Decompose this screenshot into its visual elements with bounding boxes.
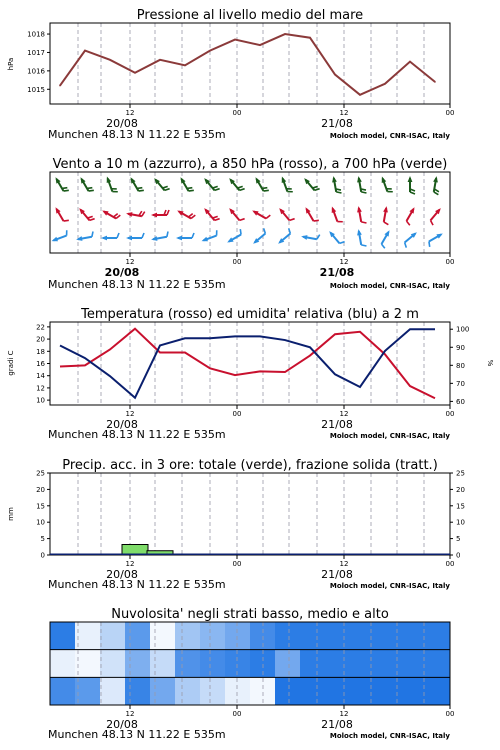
cloud-cell bbox=[275, 650, 301, 678]
wind-arrowhead bbox=[56, 177, 61, 183]
wind-arrowhead bbox=[107, 177, 112, 183]
footer-location: Munchen 48.13 N 11.22 E 535m bbox=[48, 428, 226, 441]
wind-feather bbox=[213, 216, 218, 218]
x-tick-label: 12 bbox=[339, 410, 349, 418]
cloud-cell bbox=[50, 650, 76, 678]
footer-model: Moloch model, CNR-ISAC, Italy bbox=[329, 282, 450, 290]
x-tick-label: 00 bbox=[232, 258, 242, 266]
pressure-line bbox=[60, 34, 435, 95]
wind-feather bbox=[361, 192, 366, 193]
wind-feather bbox=[113, 214, 117, 217]
footer-model: Moloch model, CNR-ISAC, Italy bbox=[329, 432, 450, 440]
wind-arrowhead bbox=[383, 206, 388, 212]
plot-frame bbox=[50, 322, 450, 405]
x-tick-label: 12 bbox=[339, 258, 349, 266]
y-tick-label-right: 15 bbox=[456, 502, 465, 511]
cloud-cell bbox=[325, 650, 351, 678]
y-tick-label: 25 bbox=[36, 469, 45, 478]
y-axis-label: gradi C bbox=[7, 350, 15, 376]
wind-feather bbox=[167, 210, 169, 215]
wind-feather bbox=[361, 245, 366, 246]
footer-location: Munchen 48.13 N 11.22 E 535m bbox=[48, 278, 226, 291]
wind-arrowhead bbox=[408, 176, 413, 182]
wind-feather bbox=[167, 232, 168, 237]
pressure-point bbox=[309, 37, 311, 39]
date-label: 21/08 bbox=[321, 568, 353, 581]
x-tick-label: 00 bbox=[232, 710, 242, 718]
cloud-cell bbox=[400, 650, 426, 678]
cloud-cell bbox=[150, 677, 176, 705]
cloud-cell bbox=[300, 650, 326, 678]
cloud-cell bbox=[275, 677, 301, 705]
cloud-cell bbox=[425, 622, 451, 650]
wind-arrowhead bbox=[332, 207, 337, 213]
wind-feather bbox=[240, 229, 241, 234]
chart-title: Pressione al livello medio del mare bbox=[136, 8, 364, 23]
wind-feather bbox=[314, 189, 319, 191]
pressure-point bbox=[109, 59, 111, 61]
wind-feather bbox=[213, 186, 218, 188]
wind-arrowhead bbox=[81, 177, 86, 183]
wind-arrowhead bbox=[52, 237, 58, 242]
pressure-point bbox=[59, 85, 61, 87]
wind-arrowhead bbox=[409, 207, 414, 213]
chart-title: Precip. acc. in 3 ore: totale (verde), frazione solida (tratt.) bbox=[62, 458, 438, 473]
wind-feather bbox=[62, 188, 67, 189]
footer-model: Moloch model, CNR-ISAC, Italy bbox=[329, 582, 450, 590]
wind-feather bbox=[336, 192, 341, 193]
x-tick-label: 00 bbox=[445, 410, 455, 418]
wind-feather bbox=[92, 232, 93, 237]
x-tick-label: 00 bbox=[232, 410, 242, 418]
cloud-cell bbox=[425, 650, 451, 678]
chart-title: Nuvolosita' negli strati basso, medio e alto bbox=[111, 607, 389, 622]
date-label: 20/08 bbox=[106, 718, 138, 731]
wind-feather bbox=[431, 220, 434, 225]
cloud-cell bbox=[325, 677, 351, 705]
y-tick-label-right: 20 bbox=[456, 485, 465, 494]
cloud-cell bbox=[400, 622, 426, 650]
y-tick-label: 20 bbox=[36, 335, 45, 344]
cloud-cell bbox=[125, 677, 151, 705]
wind-feather bbox=[405, 242, 407, 247]
cloud-cell bbox=[300, 677, 326, 705]
plot-frame bbox=[50, 473, 450, 555]
x-tick-label: 00 bbox=[445, 710, 455, 718]
wind-feather bbox=[429, 242, 430, 247]
wind-feather bbox=[116, 215, 120, 218]
cloud-cell bbox=[200, 677, 226, 705]
pressure-point bbox=[384, 83, 386, 85]
pressure-point bbox=[209, 50, 211, 52]
y-tick-label-right: 0 bbox=[456, 551, 461, 560]
wind-feather bbox=[64, 190, 69, 191]
wind-arrowhead bbox=[252, 211, 258, 216]
wind-feather bbox=[117, 233, 119, 238]
cloud-cell bbox=[150, 622, 176, 650]
wind-feather bbox=[137, 188, 142, 189]
chart-title: Temperatura (rosso) ed umidita' relativa (blu) a 2 m bbox=[81, 307, 419, 322]
footer-location: Munchen 48.13 N 11.22 E 535m bbox=[48, 728, 226, 741]
wind-feather bbox=[214, 219, 219, 221]
y-tick-label-right: 90 bbox=[456, 343, 465, 352]
wind-feather bbox=[142, 212, 145, 217]
wind-arrowhead bbox=[227, 237, 233, 242]
cloud-cell bbox=[200, 622, 226, 650]
wind-feather bbox=[434, 192, 439, 195]
wind-feather bbox=[361, 189, 366, 190]
y-tick-label-right: 70 bbox=[456, 379, 465, 388]
y-tick-label-right: 80 bbox=[456, 361, 465, 370]
pressure-point bbox=[409, 61, 411, 63]
x-tick-label: 12 bbox=[125, 710, 135, 718]
cloud-cell bbox=[300, 622, 326, 650]
footer-location: Munchen 48.13 N 11.22 E 535m bbox=[48, 128, 226, 141]
wind-arrowhead bbox=[181, 177, 186, 183]
wind-arrowhead bbox=[382, 177, 387, 183]
footer-model: Moloch model, CNR-ISAC, Italy bbox=[329, 732, 450, 740]
y-tick-label: 14 bbox=[36, 372, 45, 381]
wind-feather bbox=[361, 222, 366, 223]
y-tick-label: 5 bbox=[40, 535, 45, 544]
cloud-cell bbox=[75, 677, 101, 705]
pressure-point bbox=[84, 50, 86, 52]
wind-arrowhead bbox=[126, 212, 132, 217]
pressure-point bbox=[434, 81, 436, 83]
wind-feather bbox=[266, 215, 270, 218]
wind-arrowhead bbox=[177, 211, 183, 216]
y-axis-label: mm bbox=[7, 507, 15, 521]
y-tick-label-right: 60 bbox=[456, 397, 465, 406]
x-tick-label: 12 bbox=[339, 710, 349, 718]
wind-arrowhead bbox=[357, 229, 362, 235]
wind-feather bbox=[142, 233, 144, 238]
wind-arrowhead bbox=[101, 236, 107, 241]
wind-feather bbox=[88, 216, 93, 218]
footer-location: Munchen 48.13 N 11.22 E 535m bbox=[48, 578, 226, 591]
wind-arrowhead bbox=[151, 236, 157, 241]
cloud-cell bbox=[175, 677, 201, 705]
pressure-point bbox=[234, 39, 236, 41]
y-tick-label: 1016 bbox=[27, 67, 45, 76]
wind-arrowhead bbox=[126, 236, 132, 241]
wind-arrowhead bbox=[131, 177, 136, 183]
cloud-cell bbox=[125, 650, 151, 678]
cloud-cell bbox=[50, 622, 76, 650]
wind-arrowhead bbox=[357, 176, 362, 182]
cloud-cell bbox=[350, 650, 376, 678]
cloud-cell bbox=[200, 650, 226, 678]
cloud-cell bbox=[225, 677, 251, 705]
y-tick-label-right: 100 bbox=[456, 325, 470, 334]
cloud-cell bbox=[100, 622, 126, 650]
date-label: 21/08 bbox=[321, 718, 353, 731]
wind-feather bbox=[289, 228, 291, 233]
pressure-point bbox=[134, 72, 136, 74]
wind-feather bbox=[187, 188, 192, 189]
cloud-cell bbox=[150, 650, 176, 678]
date-label: 20/08 bbox=[106, 418, 138, 431]
footer-model: Moloch model, CNR-ISAC, Italy bbox=[329, 132, 450, 140]
cloud-cell bbox=[75, 622, 101, 650]
x-tick-label: 00 bbox=[445, 109, 455, 117]
wind-feather bbox=[410, 192, 415, 194]
wind-feather bbox=[164, 189, 169, 191]
cloud-cell bbox=[225, 650, 251, 678]
temperature-line bbox=[60, 329, 435, 399]
cloud-cell bbox=[125, 622, 151, 650]
wind-feather bbox=[214, 189, 219, 191]
pressure-point bbox=[359, 94, 361, 96]
x-tick-label: 12 bbox=[339, 109, 349, 117]
date-label: 21/08 bbox=[321, 418, 353, 431]
wind-arrowhead bbox=[282, 177, 287, 183]
y-tick-label-right: 25 bbox=[456, 469, 465, 478]
wind-arrowhead bbox=[357, 206, 362, 212]
y-tick-label: 20 bbox=[36, 485, 45, 494]
y-tick-label: 10 bbox=[36, 518, 45, 527]
x-tick-label: 12 bbox=[125, 410, 135, 418]
cloud-cell bbox=[350, 677, 376, 705]
y-axis-label-right: % bbox=[486, 359, 494, 367]
cloud-cell bbox=[175, 650, 201, 678]
wind-feather bbox=[87, 188, 92, 189]
x-tick-label: 00 bbox=[445, 560, 455, 568]
x-tick-label: 00 bbox=[445, 258, 455, 266]
wind-arrowhead bbox=[151, 213, 157, 218]
x-tick-label: 12 bbox=[125, 258, 135, 266]
wind-feather bbox=[191, 215, 195, 218]
y-tick-label: 22 bbox=[36, 323, 45, 332]
wind-feather bbox=[382, 244, 385, 248]
wind-feather bbox=[139, 190, 144, 191]
y-tick-label: 12 bbox=[36, 384, 45, 393]
wind-feather bbox=[192, 233, 194, 238]
cloud-cell bbox=[75, 650, 101, 678]
date-label: 20/08 bbox=[106, 568, 138, 581]
pressure-point bbox=[184, 65, 186, 67]
cloud-cell bbox=[100, 650, 126, 678]
y-tick-label: 1017 bbox=[27, 48, 45, 57]
precip-bar bbox=[122, 545, 148, 555]
y-tick-label-right: 10 bbox=[456, 518, 465, 527]
cloud-cell bbox=[50, 677, 76, 705]
y-tick-label: 10 bbox=[36, 396, 45, 405]
wind-arrowhead bbox=[56, 207, 61, 213]
wind-feather bbox=[264, 228, 266, 233]
wind-feather bbox=[188, 214, 192, 217]
cloud-cell bbox=[100, 677, 126, 705]
cloud-cell bbox=[350, 622, 376, 650]
wind-feather bbox=[289, 219, 294, 221]
wind-arrowhead bbox=[301, 235, 307, 240]
y-tick-label: 1018 bbox=[27, 30, 45, 39]
x-tick-label: 00 bbox=[232, 109, 242, 117]
cloud-cell bbox=[175, 622, 201, 650]
wind-feather bbox=[163, 186, 168, 188]
wind-feather bbox=[64, 220, 69, 221]
wind-feather bbox=[239, 219, 244, 221]
wind-feather bbox=[264, 190, 269, 191]
chart-title: Vento a 10 m (azzurro), a 850 hPa (rosso), a 700 hPa (verde) bbox=[52, 157, 448, 172]
y-tick-label-right: 5 bbox=[456, 535, 461, 544]
x-tick-label: 00 bbox=[232, 560, 242, 568]
date-label: 20/08 bbox=[106, 117, 138, 130]
wind-feather bbox=[89, 190, 94, 191]
cloud-cell bbox=[400, 677, 426, 705]
wind-arrowhead bbox=[384, 230, 389, 236]
cloud-cell bbox=[225, 622, 251, 650]
cloud-cell bbox=[275, 622, 301, 650]
pressure-point bbox=[284, 33, 286, 35]
wind-feather bbox=[384, 222, 389, 225]
humidity-line bbox=[60, 329, 435, 398]
wind-feather bbox=[314, 220, 319, 221]
y-tick-label: 18 bbox=[36, 347, 45, 356]
wind-arrowhead bbox=[202, 237, 208, 242]
wind-arrowhead bbox=[332, 176, 337, 182]
wind-arrowhead bbox=[176, 236, 182, 241]
x-tick-label: 12 bbox=[125, 109, 135, 117]
wind-feather bbox=[239, 189, 244, 191]
wind-arrowhead bbox=[306, 207, 311, 213]
y-tick-label: 16 bbox=[36, 360, 45, 368]
x-tick-label: 12 bbox=[125, 560, 135, 568]
wind-feather bbox=[336, 189, 341, 190]
wind-feather bbox=[89, 219, 94, 221]
date-label: 20/08 bbox=[104, 266, 140, 279]
pressure-point bbox=[334, 74, 336, 76]
cloud-cell bbox=[425, 677, 451, 705]
date-label: 21/08 bbox=[319, 266, 355, 279]
x-tick-label: 12 bbox=[339, 560, 349, 568]
y-tick-label: 0 bbox=[40, 551, 45, 560]
wind-feather bbox=[407, 221, 410, 225]
date-label: 21/08 bbox=[321, 117, 353, 130]
wind-arrowhead bbox=[76, 236, 82, 241]
wind-feather bbox=[189, 190, 194, 191]
wind-arrowhead bbox=[256, 177, 261, 183]
y-axis-label: hPa bbox=[7, 57, 15, 71]
wind-arrowhead bbox=[433, 176, 438, 182]
wind-feather bbox=[238, 186, 243, 188]
cloud-cell bbox=[325, 622, 351, 650]
y-tick-label: 1015 bbox=[27, 85, 45, 94]
y-tick-label: 15 bbox=[36, 502, 45, 511]
pressure-point bbox=[159, 59, 161, 61]
wind-arrowhead bbox=[102, 211, 108, 216]
pressure-point bbox=[259, 44, 261, 46]
wind-feather bbox=[262, 188, 267, 189]
plot-frame bbox=[50, 23, 450, 104]
wind-arrowhead bbox=[436, 234, 442, 239]
